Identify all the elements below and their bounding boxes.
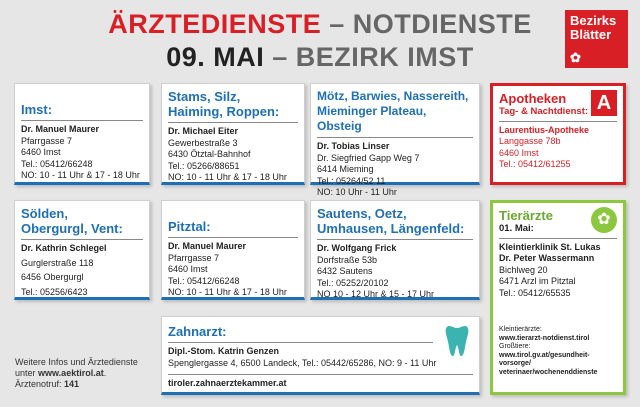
divider: [21, 239, 143, 240]
address-line: Pfarrgasse 7: [168, 252, 220, 263]
card-zahnarzt: [161, 316, 480, 395]
city-line: 6460 Imst: [499, 147, 539, 158]
logo-flower-icon: ✿: [570, 50, 581, 65]
hours-line: NO: 10 - 11 Uhr & 17 - 18 Uhr: [168, 287, 287, 297]
address-line: Dr. Siegfried Gapp Weg 7: [317, 152, 420, 163]
card-title: Zahnarzt:: [168, 324, 227, 339]
note-grosstiere: Großtiere:: [499, 343, 531, 350]
card-moetz: [310, 83, 480, 197]
divider: [317, 137, 473, 138]
footer-line3-pre: Ärztenotruf:: [15, 379, 65, 389]
city-line: 6430 Ötztal-Bahnhof: [168, 149, 251, 159]
footer-line2: [15, 368, 155, 379]
doctor-name: Dr. Michael Eiter: [168, 126, 239, 136]
card-title-line2: Umhausen, Längenfeld:: [317, 221, 465, 236]
footer-line2-pre: unter: [15, 368, 39, 378]
doctor-name: Dr. Wolfgang Frick: [317, 243, 397, 253]
address-line: Gurglerstraße 118: [21, 257, 94, 268]
doctor-name: Dr. Tobias Linser: [317, 141, 390, 151]
card-title-line2: Mieminger Plateau, Obsteig: [317, 104, 427, 133]
card-title-line1: Sölden,: [21, 206, 68, 221]
divider: [499, 121, 617, 122]
hours-line: NO: 10 Uhr - 11 Uhr: [317, 187, 397, 197]
address-line: Gewerbestraße 3: [168, 137, 238, 148]
footer-info: [15, 357, 155, 390]
subtitle-district: BEZIRK IMST: [295, 42, 474, 72]
title-aerztedienste: ÄRZTEDIENSTE: [108, 9, 322, 39]
apotheke-icon: A: [591, 90, 617, 116]
address-line: Dorfstraße 53b: [317, 254, 378, 265]
card-title-line1: Sautens, Oetz,: [317, 206, 407, 221]
link-wochenenddienste-2[interactable]: veterinaer/wochenenddienste: [499, 368, 598, 376]
page-subtitle: [0, 42, 640, 73]
city-line: 6460 Imst: [168, 264, 208, 274]
address-line: Pfarrgasse 7: [21, 135, 73, 146]
phone-line: Tel.: 05252/20102: [317, 277, 389, 288]
phone-line: Tel.: 05412/66248: [168, 275, 240, 286]
link-wochenenddienste-1[interactable]: www.tirol.gv.at/gesundheit-vorsorge/: [499, 351, 590, 367]
divider: [168, 374, 473, 375]
clinic-name: Kleintierklinik St. Lukas: [499, 241, 601, 252]
subtitle-date: 09. MAI: [166, 42, 265, 72]
card-title-line1: Mötz, Barwies, Nassereith,: [317, 89, 469, 103]
card-title-line2: Obergurgl, Vent:: [21, 221, 123, 236]
dentist-name: Dipl.-Stom. Katrin Genzen: [168, 346, 280, 356]
card-stams: [161, 83, 305, 185]
card-title: Tierärzte: [499, 208, 553, 223]
phone-line: Tel.: 05412/61255: [499, 159, 571, 169]
card-subtitle: Tag- & Nachtdienst:: [499, 106, 589, 117]
phone-line: Tel.: 05256/6423: [21, 286, 88, 297]
card-title: Pitztal:: [168, 219, 211, 234]
dentist-details: Spenglergasse 4, 6500 Landeck, Tel.: 05442/65286, NO: 9 - 11 Uhr: [168, 357, 437, 368]
city-line: 6456 Obergurgl: [21, 272, 84, 282]
card-pitztal: [161, 200, 305, 300]
logo-line1: Bezirks: [570, 13, 617, 28]
title-dash: –: [321, 9, 353, 39]
city-line: 6471 Arzl im Pitztal: [499, 276, 576, 286]
card-soelden: [14, 200, 150, 300]
card-sautens: [310, 200, 480, 300]
page-title: [0, 9, 640, 40]
card-title: Apotheken: [499, 91, 567, 106]
card-title: Imst:: [21, 102, 53, 117]
divider: [21, 120, 143, 121]
link-tierarzt-notdienst[interactable]: www.tierarzt-notdienst.tirol: [499, 334, 590, 342]
vet-name: Dr. Peter Wassermann: [499, 253, 595, 263]
footer-line1: Weitere Infos und Ärztedienste: [15, 357, 138, 367]
hours-line: NO 10 - 12 Uhr & 15 - 17 Uhr: [317, 289, 435, 299]
bezirksblaetter-logo: [565, 10, 628, 68]
tooth-icon: [445, 323, 469, 357]
hours-line: NO: 10 - 11 Uhr & 17 - 18 Uhr: [21, 170, 140, 180]
phone-line: Tel.: 05412/66248: [21, 158, 93, 169]
card-apotheken: [490, 83, 626, 185]
card-title-line2: Haiming, Roppen:: [168, 104, 280, 119]
card-tieraerzte: [490, 200, 626, 395]
phone-line: Tel.: 05412/65535: [499, 287, 571, 298]
footer-line2-post: .: [103, 368, 107, 378]
phone-line: Tel.: 05266/88651: [168, 160, 240, 171]
note-kleintiere: Kleintierärzte:: [499, 326, 542, 333]
doctor-name: Dr. Kathrin Schlegel: [21, 243, 107, 253]
divider: [168, 237, 298, 238]
logo-line2: Blätter: [570, 27, 612, 42]
city-line: 6414 Mieming: [317, 164, 374, 174]
city-line: 6432 Sautens: [317, 266, 373, 276]
address-line: Bichlweg 20: [499, 264, 548, 275]
city-line: 6460 Imst: [21, 147, 61, 157]
link-zahnaerztekammer[interactable]: tiroler.zahnaerztekammer.at: [168, 378, 287, 388]
card-subtitle: 01. Mai:: [499, 223, 534, 234]
card-imst: [14, 83, 150, 185]
divider: [168, 122, 298, 123]
link-aektirol[interactable]: www.aektirol.at: [38, 368, 104, 378]
card-title-line1: Stams, Silz,: [168, 89, 241, 104]
subtitle-dash: –: [264, 42, 296, 72]
paw-icon: ✿: [591, 207, 617, 233]
title-notdienste: NOTDIENSTE: [352, 9, 532, 39]
hours-line: NO: 10 - 11 Uhr & 17 - 18 Uhr: [168, 172, 287, 182]
footer-line3: [15, 379, 155, 390]
doctor-name: Dr. Manuel Maurer: [21, 124, 100, 134]
divider: [168, 342, 433, 343]
divider: [317, 239, 473, 240]
address-line: Langgasse 78b: [499, 136, 561, 146]
phone-line: Tel.: 05264/52 11: [317, 175, 386, 186]
emergency-number: 141: [64, 379, 80, 389]
pharmacy-name: Laurentius-Apotheke: [499, 124, 590, 135]
divider: [499, 238, 617, 239]
doctor-name: Dr. Manuel Maurer: [168, 241, 247, 251]
